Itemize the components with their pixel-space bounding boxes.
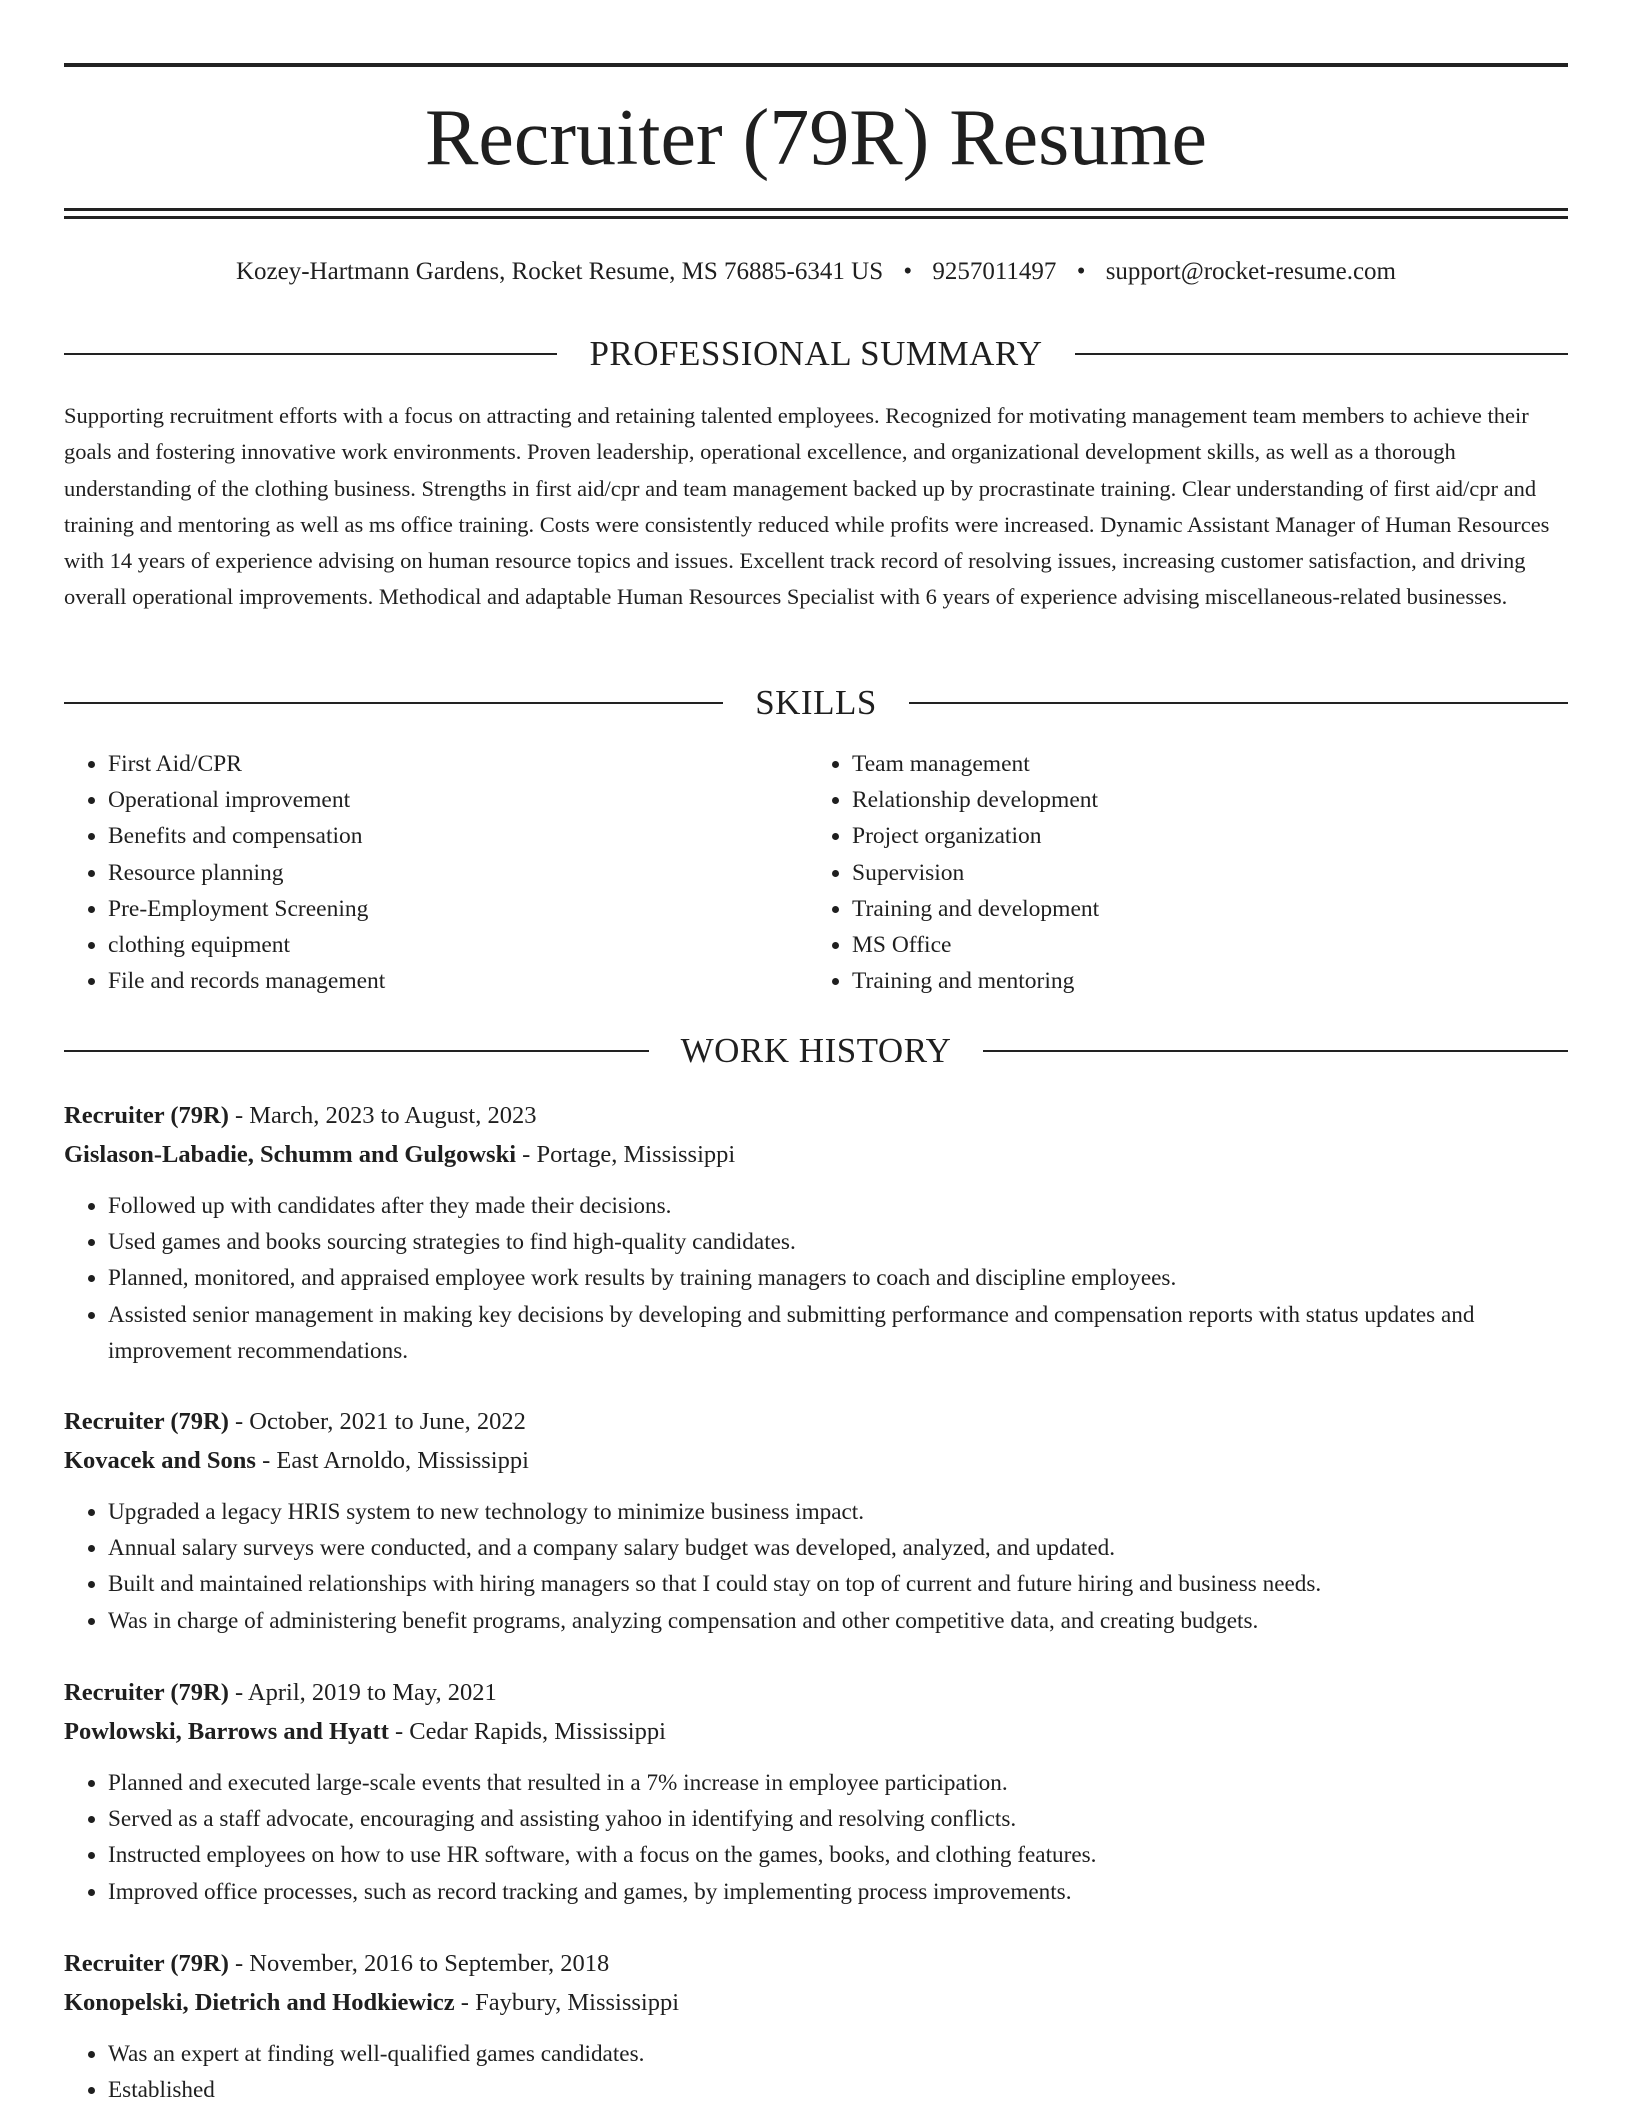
job-entry: [64, 1402, 1568, 1639]
job-bullet: • Planned, monitored, and appraised employee work results by training managers to coach and discipline employees.: [108, 1260, 1568, 1296]
job-company: Kovacek and Sons: [64, 1447, 256, 1474]
professional-summary: Supporting recruitment efforts with a focus on attracting and retaining talented employees. Recognized for motivating management team members to achieve their goals and fostering innovative work environments. Proven leadership, operational excellence, and organizational development skills, as well as a thorough understanding of the clothing business. Strengths in first aid/cpr and team management backed up by procrastinate training. Clear understanding of first aid/cpr and training and mentoring as well as ms office training. Costs were consistently reduced while profits were increased. Dynamic Assistant Manager of Human Resources with 14 years of experience advising on human resource topics and issues. Excellent track record of resolving issues, increasing customer satisfaction, and driving overall operational improvements. Methodical and adaptable Human Resources Specialist with 6 years of experience advising miscellaneous-related businesses.: [64, 403, 1550, 610]
job-bullet: • Was an expert at finding well-qualified games candidates.: [108, 2036, 1568, 2072]
resume-title: Recruiter (79R) Resume: [425, 94, 1207, 182]
job-bullet: • Improved office processes, such as record tracking and games, by implementing process improvements.: [108, 1874, 1568, 1910]
job-bullet: • Assisted senior management in making key decisions by developing and submitting performance and compensation reports with status updates and improvement recommendations.: [108, 1297, 1568, 1369]
job-company-line: [64, 1712, 1568, 1751]
divider-line: [909, 702, 1568, 704]
job-company-line: [64, 1135, 1568, 1174]
job-title: Recruiter (79R): [64, 1408, 229, 1435]
contact-line: [64, 254, 1568, 290]
skill-item: • MS Office: [852, 927, 1552, 963]
job-bullets: [64, 1765, 1568, 1910]
job-bullet: • Planned and executed large-scale events that resulted in a 7% increase in employee participation.: [108, 1765, 1568, 1801]
section-heading-summary: [64, 332, 1568, 376]
job-dates: - March, 2023 to August, 2023: [228, 1102, 537, 1129]
skill-item: • Operational improvement: [108, 782, 808, 818]
section-title-skills: SKILLS: [755, 683, 877, 722]
job-bullet: • Built and maintained relationships with hiring managers so that I could stay on top of current and future hiring and business needs.: [108, 1566, 1568, 1602]
skill-item: • Training and mentoring: [852, 963, 1552, 999]
job-company-line: [64, 1441, 1568, 1480]
job-location: - East Arnoldo, Mississippi: [255, 1447, 529, 1474]
divider-line: [1075, 353, 1568, 355]
job-bullet: • Established: [108, 2072, 1568, 2108]
contact-address: Kozey-Hartmann Gardens, Rocket Resume, MS 76885-6341 US: [235, 258, 884, 285]
skill-item: • Training and development: [852, 891, 1552, 927]
contact-phone: 9257011497: [932, 258, 1057, 285]
job-entry: [64, 1096, 1568, 1369]
skill-item: • Resource planning: [108, 855, 808, 891]
job-bullet: • Followed up with candidates after they made their decisions.: [108, 1188, 1568, 1224]
job-title: Recruiter (79R): [64, 1950, 229, 1977]
skill-item: • File and records management: [108, 963, 808, 999]
job-bullet: • Instructed employees on how to use HR software, with a focus on the games, books, and clothing features.: [108, 1837, 1568, 1873]
divider-line: [64, 702, 723, 704]
skill-item: • First Aid/CPR: [108, 746, 808, 782]
job-title-line: [64, 1402, 1568, 1441]
skills-list: [64, 746, 1568, 999]
skill-item: • Supervision: [852, 855, 1552, 891]
job-bullets: [64, 1494, 1568, 1639]
skill-item: • Team management: [852, 746, 1552, 782]
job-bullets: [64, 1188, 1568, 1369]
job-location: - Cedar Rapids, Mississippi: [388, 1718, 666, 1745]
skill-item: • Relationship development: [852, 782, 1552, 818]
section-heading-work-history: [64, 1029, 1568, 1073]
section-title-summary: PROFESSIONAL SUMMARY: [589, 334, 1043, 373]
section-title-work-history: WORK HISTORY: [680, 1031, 952, 1070]
section-heading-skills: [64, 681, 1568, 725]
job-bullet: • Annual salary surveys were conducted, and a company salary budget was developed, analyzed, and updated.: [108, 1530, 1568, 1566]
skills-column-left: [64, 746, 808, 999]
job-bullet: • Used games and books sourcing strategies to find high-quality candidates.: [108, 1224, 1568, 1260]
job-company: Konopelski, Dietrich and Hodkiewicz: [64, 1989, 455, 2016]
job-bullet: • Upgraded a legacy HRIS system to new technology to minimize business impact.: [108, 1494, 1568, 1530]
job-location: - Faybury, Mississippi: [454, 1989, 680, 2016]
job-company: Powlowski, Barrows and Hyatt: [64, 1718, 389, 1745]
job-title: Recruiter (79R): [64, 1102, 229, 1129]
top-rule: [64, 63, 1568, 67]
title-double-rule-lower: [64, 216, 1568, 219]
contact-email: support@rocket-resume.com: [1105, 258, 1396, 285]
job-entry: [64, 1673, 1568, 1910]
title-double-rule-upper: [64, 208, 1568, 211]
job-dates: - October, 2021 to June, 2022: [228, 1408, 526, 1435]
job-bullets: [64, 2036, 1568, 2108]
job-company-line: [64, 1983, 1568, 2022]
skill-item: • Pre-Employment Screening: [108, 891, 808, 927]
skill-item: • Benefits and compensation: [108, 818, 808, 854]
job-dates: - April, 2019 to May, 2021: [228, 1679, 497, 1706]
job-bullet: • Was in charge of administering benefit programs, analyzing compensation and other competitive data, and creating budgets.: [108, 1603, 1568, 1639]
job-bullet: • Served as a staff advocate, encouraging and assisting yahoo in identifying and resolving conflicts.: [108, 1801, 1568, 1837]
job-title-line: [64, 1673, 1568, 1712]
job-title-line: [64, 1944, 1568, 1983]
job-location: - Portage, Mississippi: [516, 1141, 736, 1168]
divider-line: [64, 1050, 649, 1052]
skill-item: • Project organization: [852, 818, 1552, 854]
job-entry: [64, 1944, 1568, 2108]
job-title-line: [64, 1096, 1568, 1135]
divider-line: [64, 353, 557, 355]
job-title: Recruiter (79R): [64, 1679, 229, 1706]
divider-line: [983, 1050, 1568, 1052]
skills-column-right: [808, 746, 1552, 999]
contact-separator: •: [1076, 258, 1086, 285]
contact-separator: •: [903, 258, 913, 285]
job-company: Gislason-Labadie, Schumm and Gulgowski: [64, 1141, 517, 1168]
job-dates: - November, 2016 to September, 2018: [228, 1950, 610, 1977]
skill-item: • clothing equipment: [108, 927, 808, 963]
